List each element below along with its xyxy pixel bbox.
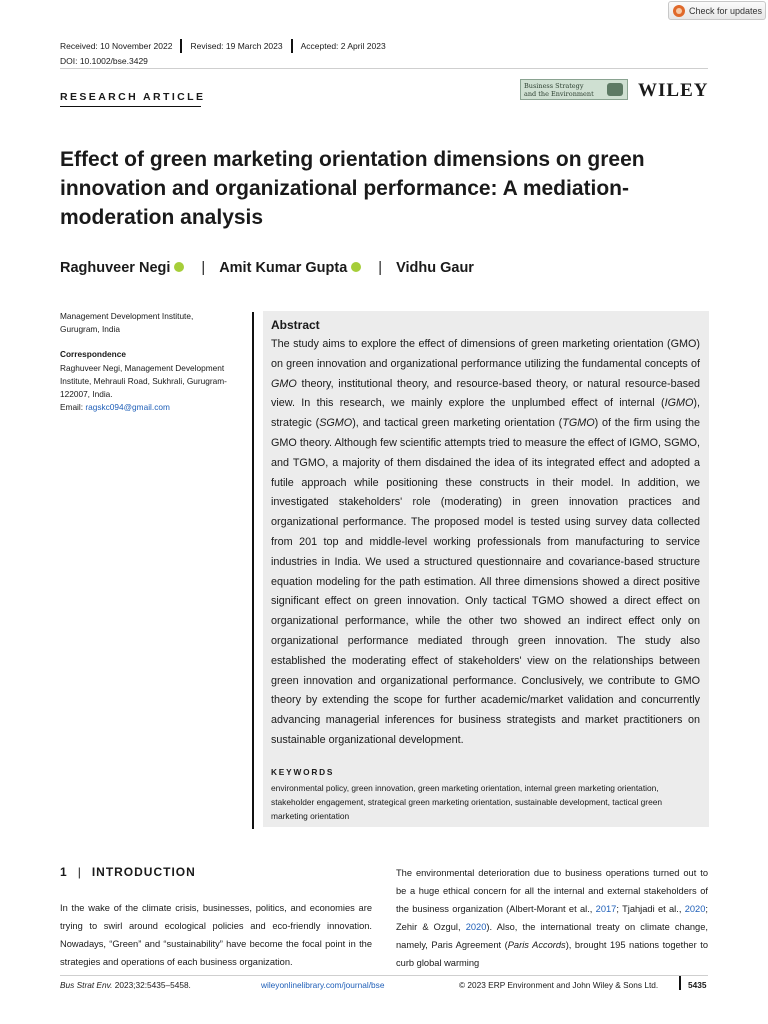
text-segment: ), brought 195 nations together to curb global warming [396,940,708,968]
abstract-italic: TGMO [562,417,595,430]
footer-divider [679,976,681,990]
abstract-text [271,335,700,751]
date-divider [180,39,182,53]
correspondence-heading: Correspondence [60,349,126,359]
abstract-italic: SGMO [319,417,353,430]
correspondence-details [60,362,245,414]
accepted-date: Accepted: 2 April 2023 [300,41,386,51]
text-segment: ; Zehir & Ozgul, [396,904,708,932]
journal-logo-line2: and the Environment [524,90,594,98]
email-line [60,401,245,414]
footer-journal: Bus Strat Env. [60,980,113,990]
email-label: Email: [60,402,86,412]
footer-rule [60,975,708,976]
footer-copyright: © 2023 ERP Environment and John Wiley & Sons Ltd. [459,980,659,990]
author-separator: | [378,260,383,276]
affiliation-line: Management Development Institute, [60,311,194,321]
section-number: 1 [60,865,68,879]
section-title: INTRODUCTION [91,865,196,879]
abstract-heading: Abstract [271,318,320,332]
author-name[interactable]: Amit Kumar Gupta [219,260,348,276]
orcid-icon[interactable] [351,262,361,272]
footer-citation [60,980,191,990]
correspondence-line: 122007, India. [60,389,113,399]
affiliation-line: Gurugram, India [60,324,120,334]
citation-link[interactable]: 2017 [595,904,617,914]
abstract-segment: theory, institutional theory, and resource-based theory, or natural resource-based view. In this research, we mainly explore the unplumbed effect of internal ( [271,377,700,410]
article-type-underline [60,106,201,107]
date-divider [291,39,293,53]
keywords-heading: KEYWORDS [271,767,335,777]
footer-url[interactable]: wileyonlinelibrary.com/journal/bse [261,980,385,990]
abstract-segment: ) of the firm using the GMO theory. Although few scientific attempts tried to measure the effect of IGMO, SGMO, and TGMO, a majority of them disdained the idea of its integrated effect and adopted a futile approach while positioning these constructs in their model. In addition, we investigated stakeholders' role (moderating) in green innovation practices and organizational performance. The proposed model is tested using survey data collected from 201 top and middle-level working professionals from manufacturing to service industries in India. We used a structured questionnaire and covariance-based structure equation modeling for the path estimation. All three dimensions showed a direct positive significant effect on green innovation. Only tactical TGMO showed a direct effect on organizational performance, while the other two showed an indirect effect only on organizational performance mediated through green innovation. The study also established the moderating effect of stakeholders' view on the relationships between green innovation and organizational performance. Conclusively, we contribute to GMO theory by extending the scope for further academic/market validation and concurrently advancing managerial inferences for business strategists and market practitioners on sustainable organizational development. [271,417,700,746]
author-list [60,260,474,276]
received-date: Received: 10 November 2022 [60,41,173,51]
revised-date: Revised: 19 March 2023 [190,41,283,51]
keywords-text: environmental policy, green innovation, green marketing orientation, internal green marketing orientation, stakeholder engagement, strategical green marketing orientation, sustainable development, tactical green marketing orientation [271,783,663,821]
intro-paragraph-right [396,864,708,972]
section-heading [60,865,196,879]
journal-tree-icon [607,83,623,96]
orcid-icon[interactable] [174,262,184,272]
correspondence-line: Raghuveer Negi, Management Development [60,363,225,373]
correspondence-line: Institute, Mehrauli Road, Sukhrali, Gurugram- [60,376,227,386]
text-segment: ). Also, the international treaty on climate change, namely, Paris Agreement ( [396,922,708,950]
abstract-segment: ), and tactical green marketing orientation ( [352,417,563,430]
crossmark-icon [673,5,685,17]
email-link[interactable]: ragskc094@gmail.com [85,402,170,412]
article-dates [60,39,386,53]
page-number: 5435 [688,980,707,990]
article-type: RESEARCH ARTICLE [60,91,206,103]
check-updates-label: Check for updates [689,5,763,16]
author-separator: | [201,260,206,276]
column-divider [252,312,254,829]
text-italic: Paris Accords [507,940,566,950]
article-title: Effect of green marketing orientation dimensions on green innovation and organizational performance: A mediation-moderation analysis [60,148,645,229]
publisher-logo[interactable]: WILEY [638,80,709,101]
header-rule [60,68,708,69]
journal-logo-line1: Business Strategy [524,82,584,90]
check-for-updates-button[interactable] [668,1,766,20]
affiliation [60,310,245,336]
citation-link[interactable]: 2020 [465,922,487,932]
citation-link[interactable]: 2020 [684,904,706,914]
author-name[interactable]: Raghuveer Negi [60,260,171,276]
abstract-segment: ), strategic ( [271,397,700,430]
text-segment: ; Tjahjadi et al., [616,904,685,914]
abstract-italic: GMO [271,377,297,390]
section-bar: | [77,865,82,879]
footer-volume: 2023;32:5435–5458. [112,980,191,990]
journal-logo[interactable] [520,79,628,100]
abstract-segment: The study aims to explore the effect of dimensions of green marketing orientation (GMO) on green innovation and organizational performance utilizing the fundamental concepts of [271,338,700,370]
author-name[interactable]: Vidhu Gaur [396,260,474,276]
text-segment: The environmental deterioration due to business operations turned out to be a huge ethical concern for all the internal and external stakeholders of the business organization (Albert-Morant et al., [396,868,708,914]
intro-paragraph-left: In the wake of the climate crisis, businesses, politics, and economies are trying to swirl around ecological policies and eco-friendly innovation. Nowadays, “Green” and “sustainability” have become the focal point in the strategies and operations of each business organization. [60,903,372,967]
doi[interactable]: DOI: 10.1002/bse.3429 [60,56,148,66]
abstract-italic: IGMO [664,397,694,410]
